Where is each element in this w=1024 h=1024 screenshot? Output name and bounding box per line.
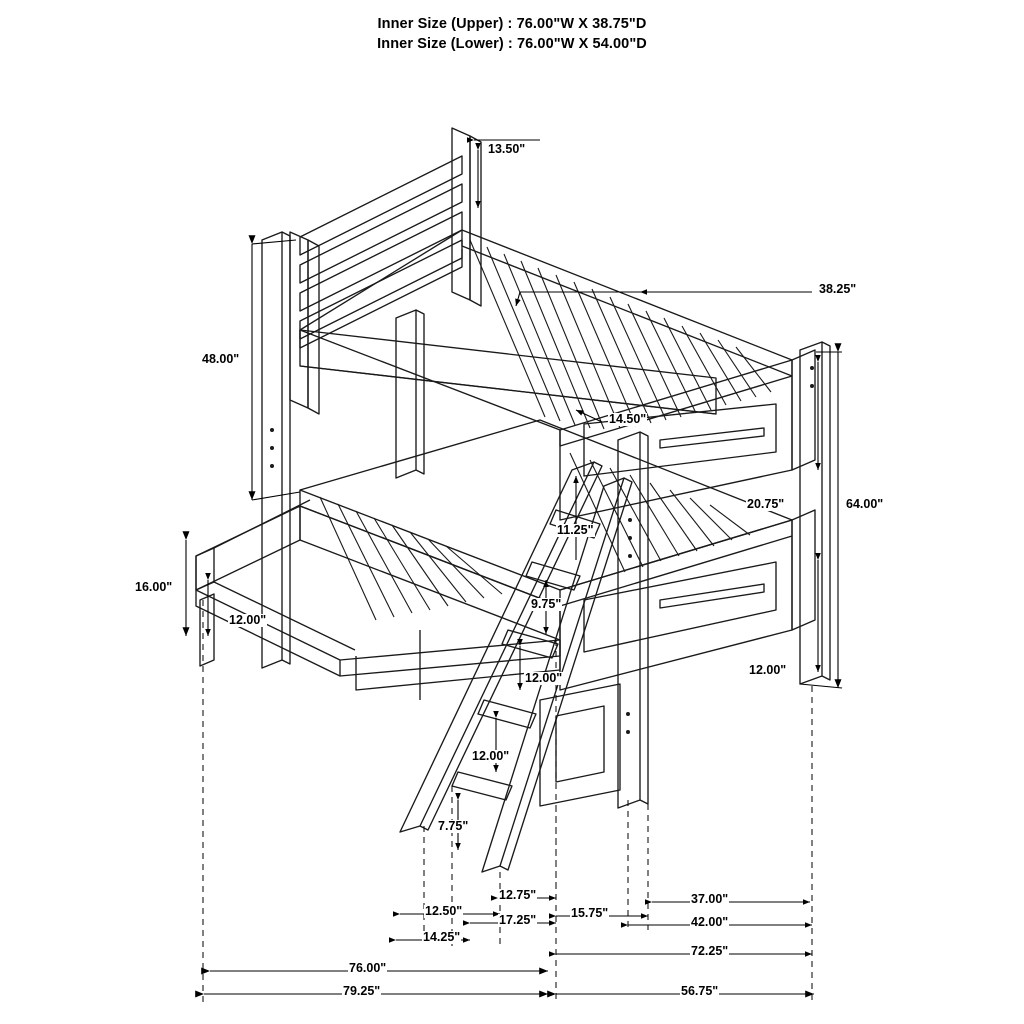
dimension-label-13-50: 13.50" <box>488 142 526 156</box>
dimension-label-12-00-lower-panel: 12.00" <box>749 663 787 677</box>
dimension-label-79-25: 79.25" <box>343 984 381 998</box>
dimension-label-48-00: 48.00" <box>202 352 240 366</box>
dimension-label-17-25: 17.25" <box>499 913 537 927</box>
dimension-label-7-75: 7.75" <box>438 819 469 833</box>
dimension-label-12-50: 12.50" <box>425 904 463 918</box>
inner-size-lower: Inner Size (Lower) : 76.00"W X 54.00"D <box>377 36 647 52</box>
dimension-label-12-00-step-b: 12.00" <box>472 749 510 763</box>
dimension-label-14-50: 14.50" <box>609 412 647 426</box>
dimension-label-12-00-step-a: 12.00" <box>525 671 563 685</box>
dimension-label-42-00: 42.00" <box>691 915 729 929</box>
dimension-label-72-25: 72.25" <box>691 944 729 958</box>
dimension-label-38-25: 38.25" <box>819 282 857 296</box>
dimension-label-15-75: 15.75" <box>571 906 609 920</box>
dimension-label-64-00: 64.00" <box>846 497 884 511</box>
dimension-label-20-75: 20.75" <box>747 497 785 511</box>
dimension-label-9-75: 9.75" <box>531 597 562 611</box>
dimension-label-14-25: 14.25" <box>423 930 461 944</box>
dimension-label-56-75: 56.75" <box>681 984 719 998</box>
dimension-label-11-25: 11.25" <box>557 523 594 537</box>
inner-size-upper: Inner Size (Upper) : 76.00"W X 38.75"D <box>377 16 647 32</box>
dimension-label-12-00-trundle: 12.00" <box>229 613 267 627</box>
dimension-label-76-00: 76.00" <box>349 961 387 975</box>
dimension-label-16-00: 16.00" <box>135 580 173 594</box>
dimension-label-12-75: 12.75" <box>499 888 537 902</box>
dimension-label-37-00: 37.00" <box>691 892 729 906</box>
